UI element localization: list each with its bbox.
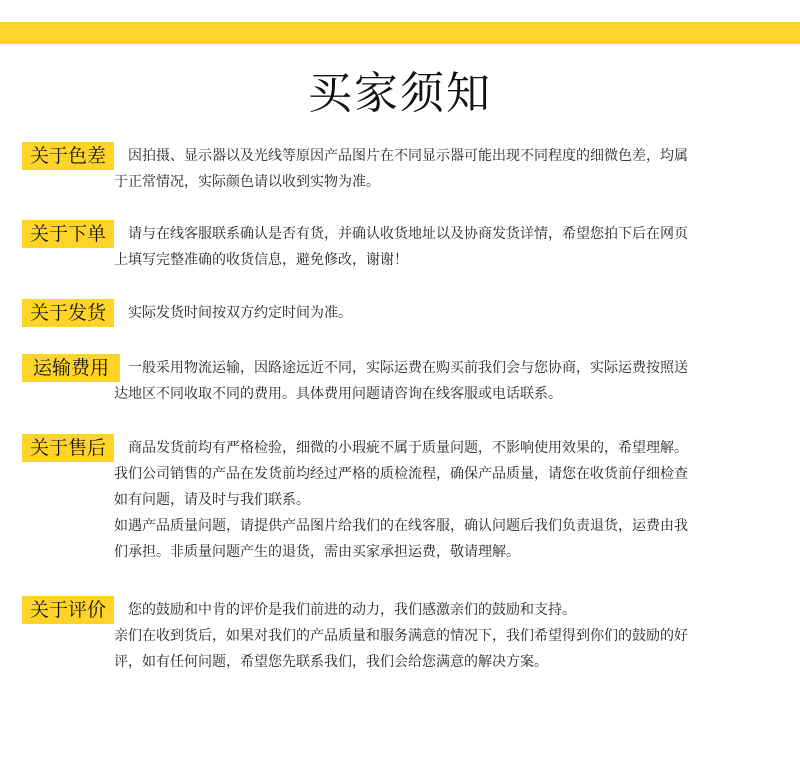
section-text-line: 评，如有任何问题，希望您先联系我们，我们会给您满意的解决方案。: [114, 654, 548, 670]
section-body: [114, 623, 688, 675]
section-text-line: 我们公司销售的产品在发货前均经过严格的质检流程，确保产品质量，请您在收货前仔细检查: [114, 466, 688, 482]
section-body: [114, 381, 562, 407]
top-accent-bar: [0, 22, 800, 44]
section-body: [114, 461, 688, 565]
section-label: 关于售后: [22, 434, 114, 462]
section-text-line: 如有问题，请及时与我们联系。: [114, 492, 310, 508]
section-body: [114, 247, 408, 273]
section-text-line: 您的鼓励和中肯的评价是我们前进的动力，我们感激亲们的鼓励和支持。: [128, 602, 576, 618]
section-text-line: 达地区不同收取不同的费用。具体费用问题请咨询在线客服或电话联系。: [114, 386, 562, 402]
section-text-line: 如遇产品质量问题，请提供产品图片给我们的在线客服，确认问题后我们负责退货，运费由我: [114, 518, 688, 534]
section-text-line: 因拍摄、显示器以及光线等原因产品图片在不同显示器可能出现不同程度的细微色差，均属: [128, 148, 688, 164]
section-label: 关于下单: [22, 220, 114, 248]
section-text-line: 上填写完整准确的收货信息，避免修改，谢谢！: [114, 252, 408, 268]
page-title: 买家须知: [308, 68, 492, 119]
section-text-line: 商品发货前均有严格检验，细微的小瑕疵不属于质量问题，不影响使用效果的，希望理解。: [128, 440, 688, 456]
section-text-line: 亲们在收到货后，如果对我们的产品质量和服务满意的情况下，我们希望得到你们的鼓励的好: [114, 628, 688, 644]
section-body: [114, 169, 380, 195]
section-text-line: 们承担。非质量问题产生的退货，需由买家承担运费，敬请理解。: [114, 544, 520, 560]
section-label: 关于发货: [22, 299, 114, 327]
section-text-line: 实际发货时间按双方约定时间为准。: [128, 305, 352, 321]
section-text-line: 请与在线客服联系确认是否有货，并确认收货地址以及协商发货详情，希望您拍下后在网页: [128, 226, 688, 242]
section-label: 关于评价: [22, 596, 114, 624]
section-text-line: 一般采用物流运输，因路途远近不同，实际运费在购买前我们会与您协商，实际运费按照送: [128, 360, 688, 376]
section-label: 关于色差: [22, 142, 114, 170]
section-text-line: 于正常情况，实际颜色请以收到实物为准。: [114, 174, 380, 190]
section-label: 运输费用: [22, 354, 120, 382]
